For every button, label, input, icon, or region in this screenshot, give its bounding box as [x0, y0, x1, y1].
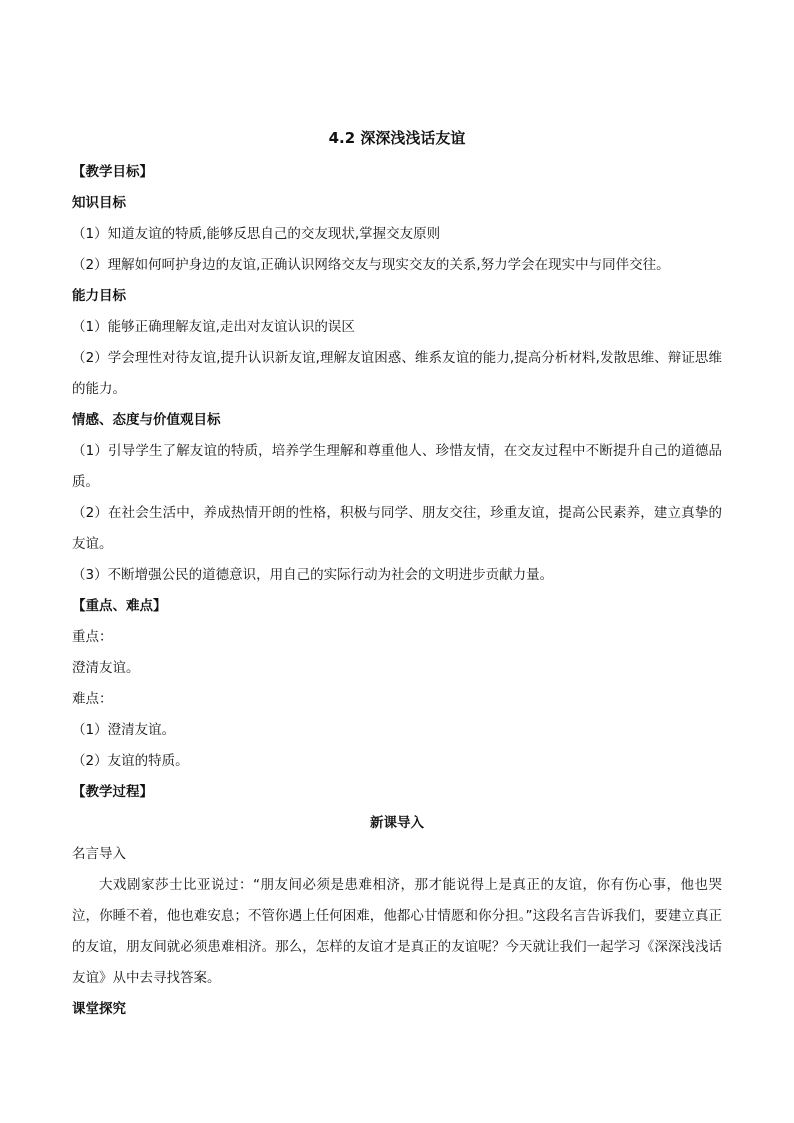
page-title: 4.2 深深浅浅话友谊: [328, 129, 466, 147]
knowledge-goal-2: （2）理解如何呵护身边的友谊,正确认识网络交友与现实交友的关系,努力学会在现实中与同伴交往。: [72, 257, 670, 273]
ability-goal-2: （2）学会理性对待友谊,提升认识新友谊,理解友谊困惑、维系友谊的能力,提高分析材料,发散思维、辩证思维的能力。: [72, 350, 722, 397]
subheading-classroom-exploration: 课堂探究: [72, 1001, 126, 1017]
difficulty-item-2: （2）友谊的特质。: [72, 753, 189, 769]
emotion-goal-1: （1）引导学生了解友谊的特质，培养学生理解和尊重他人、珍惜友情，在交友过程中不断提升自己的道德品质。: [72, 443, 722, 490]
quote-paragraph: 大戏剧家莎士比亚说过：“朋友间必须是患难相济，那才能说得上是真正的友谊，你有伤心事，他也哭泣，你睡不着，他也难安息；不管你遇上任何困难，他都心甘情愿和你分担。”这段名言告诉我们，要建立真正的友谊，朋友间就必须患难相济。那么，怎样的友谊才是真正的友谊呢？今天就让我们一起学习《深深浅浅话友谊》从中去寻找答案。: [72, 877, 722, 986]
section-heading-teaching-goals: 【教学目标】: [72, 164, 153, 180]
section-heading-key-points: 【重点、难点】: [72, 598, 167, 614]
difficulty-label: 难点：: [72, 691, 113, 707]
subheading-emotion-goals: 情感、态度与价值观目标: [72, 412, 221, 428]
emotion-goal-2: （2）在社会生活中，养成热情开朗的性格，积极与同学、朋友交往，珍重友谊，提高公民素养，建立真挚的友谊。: [72, 505, 722, 552]
subheading-knowledge-goals: 知识目标: [72, 195, 126, 211]
key-point-label: 重点：: [72, 629, 113, 645]
emotion-goal-3: （3）不断增强公民的道德意识，用自己的实际行动为社会的文明进步贡献力量。: [72, 567, 554, 583]
ability-goal-1: （1）能够正确理解友谊,走出对友谊认识的误区: [72, 319, 355, 335]
subheading-ability-goals: 能力目标: [72, 288, 126, 304]
section-heading-teaching-process: 【教学过程】: [72, 784, 153, 800]
subheading-new-lesson-intro: 新课导入: [370, 815, 424, 831]
knowledge-goal-1: （1）知道友谊的特质,能够反思自己的交友现状,掌握交友原则: [72, 226, 441, 242]
difficulty-item-1: （1）澄清友谊。: [72, 722, 176, 738]
document-body: [72, 125, 722, 1025]
quote-intro-label: 名言导入: [72, 846, 126, 862]
key-point-text: 澄清友谊。: [72, 660, 140, 676]
